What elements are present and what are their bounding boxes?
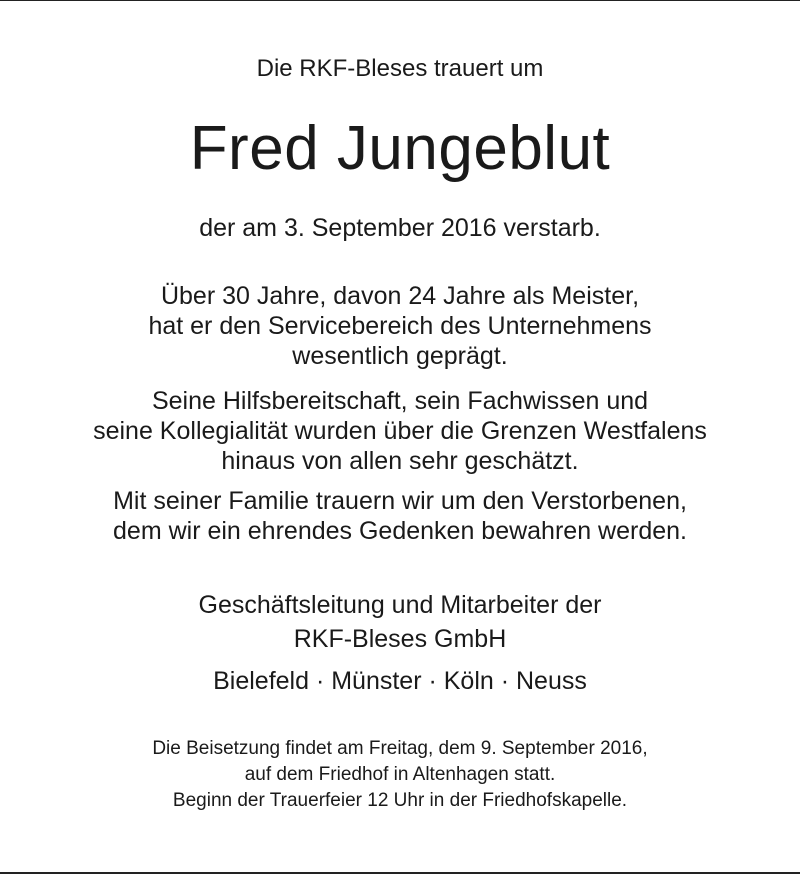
paragraph-line: Seine Hilfsbereitschaft, sein Fachwissen und (151, 387, 649, 415)
intro-line (0, 52, 800, 86)
locations-text: Bielefeld · Münster · Köln · Neuss (213, 667, 587, 695)
intro-text: Die RKF-Bleses trauert um (256, 55, 544, 82)
paragraph-mourning (0, 486, 800, 546)
paragraph-career (0, 281, 800, 371)
signature-line: Geschäftsleitung und Mitarbeiter der (198, 591, 602, 619)
locations-line (0, 664, 800, 698)
funeral-line: Die Beisetzung findet am Freitag, dem 9. September 2016, (152, 738, 648, 759)
paragraph-appreciation (0, 386, 800, 476)
death-date-line (0, 211, 800, 245)
paragraph-line: Mit seiner Familie trauern wir um den Verstorbenen, (113, 487, 687, 515)
paragraph-line: seine Kollegialität wurden über die Grenzen Westfalens (93, 417, 707, 445)
signature-block (0, 588, 800, 656)
paragraph-line: wesentlich geprägt. (292, 342, 508, 370)
death-date-text: der am 3. September 2016 verstarb. (199, 214, 601, 242)
funeral-details (0, 736, 800, 814)
paragraph-line: dem wir ein ehrendes Gedenken bewahren werden. (113, 517, 687, 545)
funeral-line: auf dem Friedhof in Altenhagen statt. (244, 764, 556, 785)
paragraph-line: hat er den Servicebereich des Unternehmens (148, 312, 652, 340)
deceased-name (0, 104, 800, 194)
deceased-name-text: Fred Jungeblut (189, 114, 611, 183)
company-name: RKF-Bleses GmbH (293, 625, 507, 653)
paragraph-line: Über 30 Jahre, davon 24 Jahre als Meister, (160, 282, 640, 310)
paragraph-line: hinaus von allen sehr geschätzt. (221, 447, 579, 475)
funeral-line: Beginn der Trauerfeier 12 Uhr in der Friedhofskapelle. (172, 790, 628, 811)
